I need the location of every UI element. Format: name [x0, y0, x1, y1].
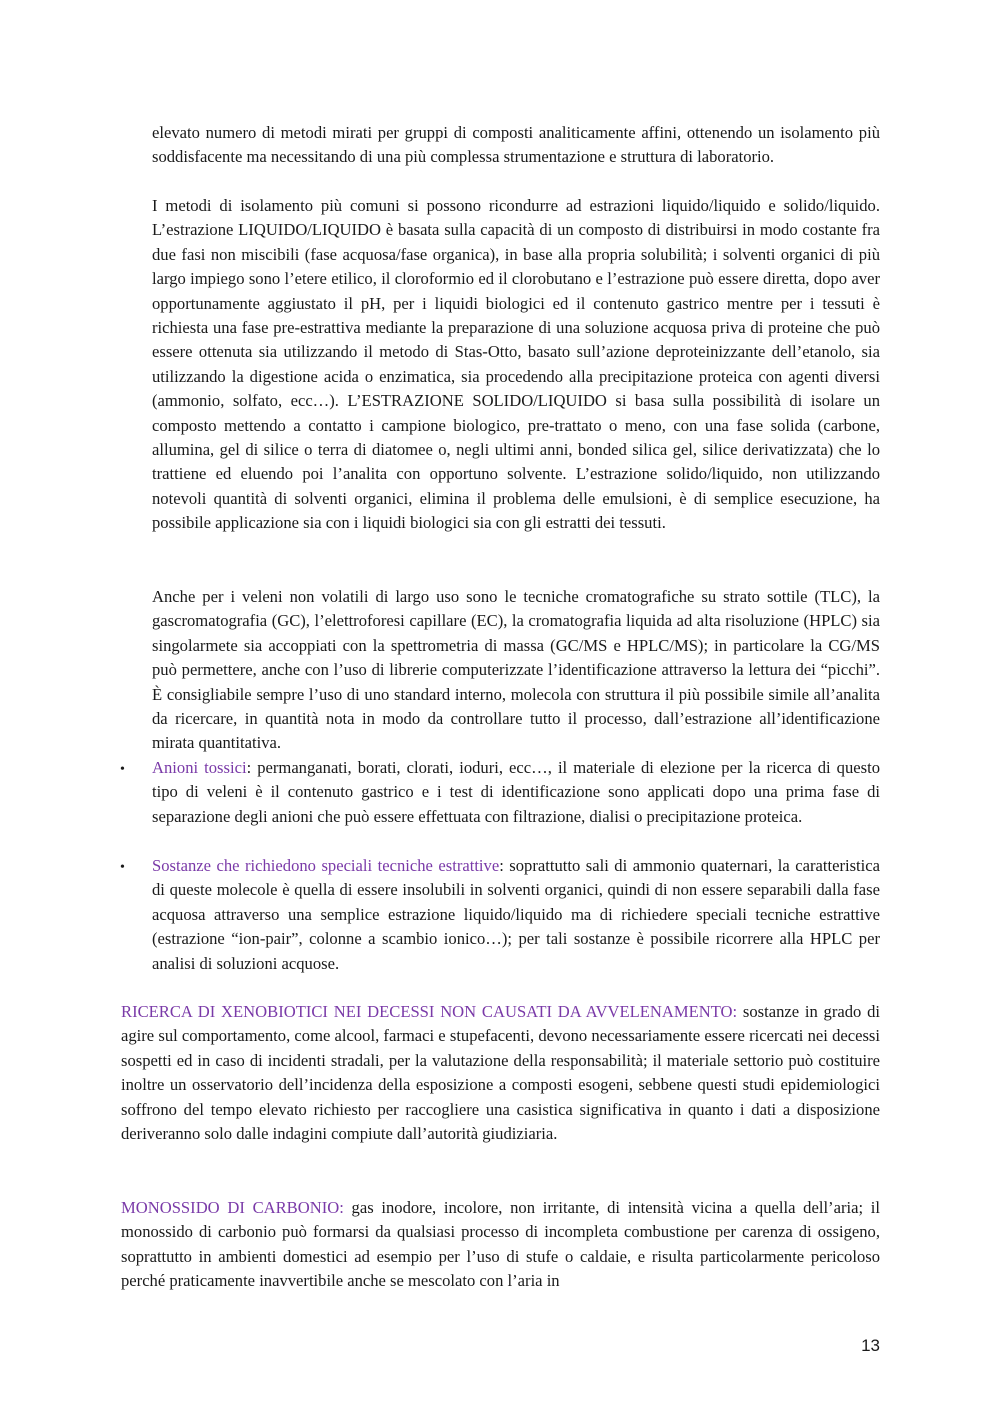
bullet-anioni-tossici: [152, 756, 880, 829]
section-monossido: [121, 1196, 880, 1294]
section-heading: RICERCA DI XENOBIOTICI NEI DECESSI NON CAUSATI DA AVVELENAMENTO:: [121, 1002, 738, 1021]
paragraph-chromatography: Anche per i veleni non volatili di largo uso sono le tecniche cromatografiche su strato sottile (TLC), la gascromatografia (GC), l’elettroforesi capillare (EC), la cromatografia liquida ad alta risoluzione (HPLC) sia singolarmete sia accoppiati con la spettrometria di massa (GC/MS e HPLC/MS); in particolare la CG/MS può permettere, anche con l’uso di librerie computerizzate l’identificazione attraverso la lettura dei “picchi”. È consigliabile sempre l’uso di uno standard interno, molecola con struttura il più possibile simile all’analita da ricercare, in quantità nota in modo da controllare tutto il processo, dall’estrazione all’identificazione mirata quantitativa.: [152, 587, 880, 753]
section-text: gas inodore, incolore, non irritante, di intensità vicina a quella dell’aria; il monossido di carbonio può formarsi da qualsiasi processo di incompleta combustione per carenza di ossigeno, soprattutto in ambienti domestici ad esempio per l’uso di stufe o caldaie, e risulta particolarmente pericoloso perché praticamente inavvertibile anche se mescolato con l’aria in: [121, 1198, 880, 1291]
paragraph-isolation-methods: I metodi di isolamento più comuni si possono ricondurre ad estrazioni liquido/liquido e solido/liquido. L’estrazione LIQUIDO/LIQUIDO è basata sulla capacità di un composto di distribuirsi in modo costante fra due fasi non miscibili (fase acquosa/fase organica), in base alla propria solubilità; i solventi organici di più largo impiego sono l’etere etilico, il cloroformio ed il clorobutano e l’estrazione può essere diretta, dopo aver opportunamente aggiustato il pH, per i liquidi biologici ed il contenuto gastrico mentre per i tessuti è richiesta una fase pre-estrattiva mediante la preparazione di una soluzione acquosa priva di proteine che può essere ottenuta sia utilizzando il metodo di Stas-Otto, basato sull’azione deproteinizzante dell’etanolo, sia utilizzando la digestione acida o enzimatica, sia procedendo alla precipitazione proteica con agenti diversi (ammonio, solfato, ecc…). L’ESTRAZIONE SOLIDO/LIQUIDO si basa sulla possibilità di isolare un composto mettendo a contatto i campione biologico, pre-trattato o meno, con una fase solida (carbone, allumina, gel di silice o terra di diatomee o, negli ultimi anni, bonded silica gel, silice derivatizzata) che lo trattiene ed eluendo poi l’analita con opportuno solvente. L’estrazione solido/liquido, non utilizzando notevoli quantità di solventi organici, elimina il problema delle emulsioni, è di semplice esecuzione, ha possibile applicazione sia con i liquidi biologici sia con gli estratti dei tessuti.: [152, 196, 880, 533]
bullet-marker: •: [120, 762, 125, 777]
bullet-text: : permanganati, borati, clorati, ioduri, ecc…, il materiale di elezione per la ricerca di questo tipo di veleni è il contenuto gastrico e i test di identificazione sono applicati dopo una prima fase di separazione degli anioni che può essere effettuata con filtrazione, dialisi o precipitazione proteica.: [152, 758, 880, 826]
section-xenobiotici: [121, 1000, 880, 1146]
bullet-marker: •: [120, 860, 125, 875]
bullet-term: Sostanze che richiedono speciali tecniche estrattive: [152, 856, 500, 875]
bullet-term: Anioni tossici: [152, 758, 247, 777]
section-heading: MONOSSIDO DI CARBONIO:: [121, 1198, 344, 1217]
page-number: 13: [861, 1336, 880, 1355]
bullet-sostanze-speciali: [152, 854, 880, 976]
section-text: sostanze in grado di agire sul comportamento, come alcool, farmaci e stupefacenti, devono necessariamente essere ricercati nei decessi sospetti ed in caso di incidenti stradali, per la valutazione della responsabilità; il materiale settorio può costituire inoltre un osservatorio dell’incidenza della esposizione a composti esogeni, sebbene questi studi epidemiologici soffrono del tempo elevato richiesto per raccogliere una casistica significativa in quanto i dati a disposizione deriveranno solo dalle indagini compiute dall’autorità giudiziaria.: [121, 1002, 881, 1144]
bullet-text: : soprattutto sali di ammonio quaternari, la caratteristica di queste molecole è quella di essere insolubili in solventi organici, quindi di non essere separabili dalla fase acquosa attraverso una semplice estrazione liquido/liquido ma di richiedere speciali tecniche estrattive (estrazione “ion-pair”, colonne a scambio ionico…); per tali sostanze è possibile ricorrere alla HPLC per analisi di soluzioni acquose.: [152, 856, 880, 973]
paragraph-intro-continuation: elevato numero di metodi mirati per gruppi di composti analiticamente affini, ottenendo un isolamento più soddisfacente ma necessitando di una più complessa strumentazione e struttura di laboratorio.: [152, 123, 880, 167]
